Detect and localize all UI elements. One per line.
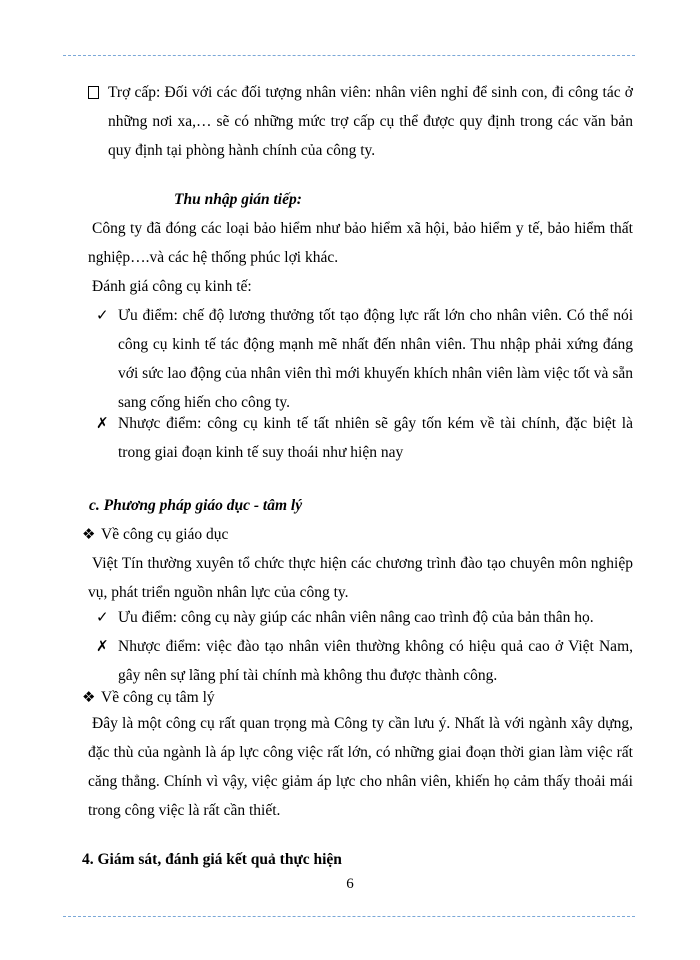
cross-icon: ✗ xyxy=(96,414,109,432)
nhuoc-diem-kinh-te: Nhược điểm: công cụ kinh tế tất nhiên sẽ gây tốn kém về tài chính, đặc biệt là trong giai đoạn kinh tế suy thoái như hiện nay xyxy=(118,415,633,461)
check-icon: ✓ xyxy=(96,306,109,324)
tam-ly-label: Về công cụ tâm lý xyxy=(101,689,215,706)
header-rule xyxy=(63,55,635,56)
phuong-phap-heading: c. Phương pháp giáo dục - tâm lý xyxy=(89,497,303,514)
giao-duc-label: Về công cụ giáo dục xyxy=(101,526,229,543)
square-bullet-icon xyxy=(88,78,99,107)
tro-cap-paragraph: Trợ cấp: Đối với các đối tượng nhân viên: nhân viên nghỉ để sinh con, đi công tác ở những nơi xa,… sẽ có những mức trợ cấp cụ thể được quy định trong các văn bản quy định tại phòng hành chính của công ty. xyxy=(108,84,633,159)
uu-diem-kinh-te: Ưu điểm: chế độ lương thưởng tốt tạo động lực rất lớn cho nhân viên. Có thể nói công cụ kinh tế tác động mạnh mẽ nhất đến nhân viên. Thu nhập phải xứng đáng với sức lao động của nhân viên thì mới khuyến khích nhân viên làm việc tốt và sẵn sang cống hiến cho công ty. xyxy=(118,307,633,411)
check-icon: ✓ xyxy=(96,608,109,626)
uu-diem-giao-duc: Ưu điểm: công cụ này giúp các nhân viên nâng cao trình độ của bản thân họ. xyxy=(118,609,594,626)
page-number: 6 xyxy=(346,876,354,892)
giam-sat-heading: 4. Giám sát, đánh giá kết quả thực hiện xyxy=(82,851,342,868)
thu-nhap-paragraph: Công ty đã đóng các loại bảo hiểm như bảo hiểm xã hội, bảo hiểm y tế, bảo hiểm thất nghiệp….và các hệ thống phúc lợi khác. xyxy=(88,220,633,266)
diamond-bullet-icon: ❖ xyxy=(82,688,96,706)
giao-duc-paragraph: Việt Tín thường xuyên tổ chức thực hiện các chương trình đào tạo chuyên môn nghiệp vụ, phát triển nguồn nhân lực của công ty. xyxy=(88,555,633,601)
tam-ly-paragraph: Đây là một công cụ rất quan trọng mà Công ty cần lưu ý. Nhất là với ngành xây dựng, đặc thù của ngành là áp lực công việc rất lớn, có những giai đoạn thời gian làm việc rất căng thẳng. Chính vì vậy, việc giảm áp lực cho nhân viên, khiến họ cảm thấy thoải mái trong công việc là rất cần thiết. xyxy=(88,715,633,819)
cross-icon: ✗ xyxy=(96,637,109,655)
footer-rule xyxy=(63,916,635,917)
danh-gia-label: Đánh giá công cụ kinh tế: xyxy=(92,278,252,295)
thu-nhap-gian-tiep-heading: Thu nhập gián tiếp: xyxy=(174,191,302,208)
diamond-bullet-icon: ❖ xyxy=(82,525,96,543)
nhuoc-diem-giao-duc: Nhược điểm: việc đào tạo nhân viên thường không có hiệu quả cao ở Việt Nam, gây nên sự lãng phí tài chính mà không thu được thành công. xyxy=(118,638,633,684)
